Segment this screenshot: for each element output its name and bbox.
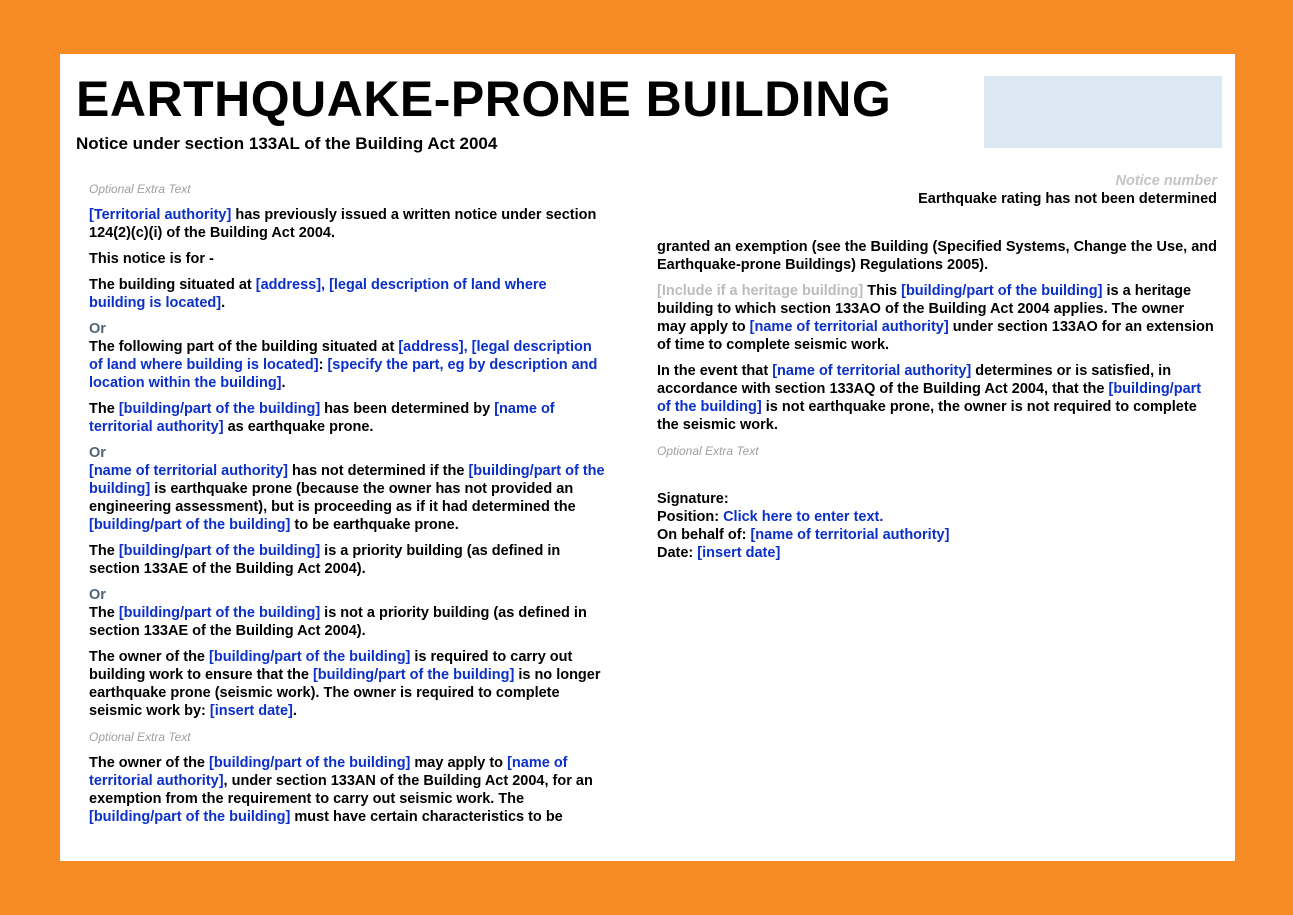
behalf-field[interactable]: [name of territorial authority]	[750, 527, 950, 543]
field-territorial-authority[interactable]: [name of territorial authority]	[89, 401, 555, 435]
or-label: Or	[89, 321, 106, 337]
field-building-part[interactable]: [building/part of the building]	[89, 463, 605, 497]
field-building-part[interactable]: [building/part of the building]	[312, 667, 515, 683]
field-building-part[interactable]: [building/part of the building]	[901, 283, 1103, 299]
date-line: Date: [insert date]	[657, 545, 781, 561]
field-territorial-authority[interactable]: [name of territorial authority]	[749, 319, 949, 335]
spacer	[657, 468, 1217, 490]
position-field[interactable]: Click here to enter text.	[723, 509, 884, 525]
field-building-part[interactable]: [building/part of the building]	[209, 755, 411, 771]
paragraph-notice-for: This notice is for -	[89, 251, 214, 267]
field-insert-date[interactable]: [insert date]	[209, 703, 293, 719]
page-subtitle: Notice under section 133AL of the Building Act 2004	[76, 134, 498, 153]
paragraph-exemption: The owner of the [building/part of the building] may apply to [name of territorial authority], under section 133AN of the Building Act 2004, for an exemption from the requirement to carry out seismic work. The [building/part of the building] must have certain characteristics to be	[89, 755, 593, 825]
notice-sheet	[60, 54, 1235, 861]
paragraph-seismic-work: The owner of the [building/part of the building] is required to carry out building work to ensure that the [building/part of the building] is no longer earthquake prone (seismic work). The owner is required to complete seismic work by: [insert date].	[89, 649, 601, 719]
paragraph-part-of-building: The following part of the building situated at [address], [legal description of land where building is located]: [specify the part, eg by description and location within the building].	[89, 339, 598, 391]
field-territorial-authority[interactable]: [Territorial authority]	[89, 207, 232, 223]
left-column	[89, 180, 605, 834]
logo-placeholder	[984, 76, 1222, 148]
paragraph-previous-notice: [Territorial authority] has previously issued a written notice under section 124(2)(c)(i) of the Building Act 2004.	[89, 207, 597, 241]
optional-text[interactable]: Optional Extra Text	[89, 730, 191, 744]
field-building-part[interactable]: [building/part of the building]	[118, 401, 321, 417]
optional-text[interactable]: Optional Extra Text	[89, 182, 191, 196]
paragraph-building-situated: The building situated at [address], [legal description of land where building is located].	[89, 277, 547, 311]
field-heritage-instruction[interactable]: [Include if a heritage building]	[657, 283, 864, 299]
field-building-part[interactable]: [building/part of the building]	[89, 517, 291, 533]
position-line: Position: Click here to enter text.	[657, 509, 884, 525]
date-field[interactable]: [insert date]	[697, 545, 781, 561]
field-address[interactable]: [address], [legal description of land where building is located]	[89, 277, 547, 311]
paragraph-not-earthquake-prone: In the event that [name of territorial authority] determines or is satisfied, in accordance with section 133AQ of the Building Act 2004, that the [building/part of the building] is not earthquake prone, the owner is not required to complete the seismic work.	[657, 363, 1202, 433]
field-building-part[interactable]: [building/part of the building]	[657, 381, 1202, 415]
or-label: Or	[89, 587, 106, 603]
page-title: EARTHQUAKE-PRONE BUILDING	[76, 71, 892, 127]
field-building-part[interactable]: [building/part of the building]	[118, 605, 321, 621]
paragraph-determined: The [building/part of the building] has been determined by [name of territorial authority] as earthquake prone.	[89, 401, 555, 435]
notice-number[interactable]: Notice number	[1115, 173, 1217, 189]
paragraph-exemption-continued: granted an exemption (see the Building (Specified Systems, Change the Use, and Earthquake-prone Buildings) Regulations 2005).	[657, 239, 1217, 273]
or-label: Or	[89, 445, 106, 461]
field-building-part[interactable]: [building/part of the building]	[118, 543, 321, 559]
field-territorial-authority[interactable]: [name of territorial authority]	[772, 363, 972, 379]
field-territorial-authority[interactable]: [name of territorial authority]	[89, 755, 568, 789]
paragraph-heritage: [Include if a heritage building] This [building/part of the building] is a heritage building to which section 133AO of the Building Act 2004 applies. The owner may apply to [name of territorial authority] under section 133AO for an extension of time to complete seismic work.	[657, 283, 1214, 353]
right-column	[657, 172, 1217, 562]
optional-text[interactable]: Optional Extra Text	[657, 444, 759, 458]
field-territorial-authority[interactable]: [name of territorial authority]	[89, 463, 288, 479]
behalf-line: On behalf of: [name of territorial authority]	[657, 527, 950, 543]
signature-label: Signature:	[657, 491, 729, 507]
paragraph-not-priority: The [building/part of the building] is not a priority building (as defined in section 133AE of the Building Act 2004).	[89, 605, 587, 639]
paragraph-not-determined: [name of territorial authority] has not determined if the [building/part of the building] is earthquake prone (because the owner has not provided an engineering assessment), but is proceeding as if it had determined the [building/part of the building] to be earthquake prone.	[89, 463, 605, 533]
field-building-part[interactable]: [building/part of the building]	[89, 809, 291, 825]
field-address[interactable]: [address], [legal description of land where building is located]	[89, 339, 592, 373]
field-building-part[interactable]: [building/part of the building]	[209, 649, 411, 665]
earthquake-rating: Earthquake rating has not been determined	[918, 191, 1217, 207]
paragraph-priority: The [building/part of the building] is a priority building (as defined in section 133AE of the Building Act 2004).	[89, 543, 561, 577]
field-specify-part[interactable]: [specify the part, eg by description and location within the building]	[89, 357, 598, 391]
